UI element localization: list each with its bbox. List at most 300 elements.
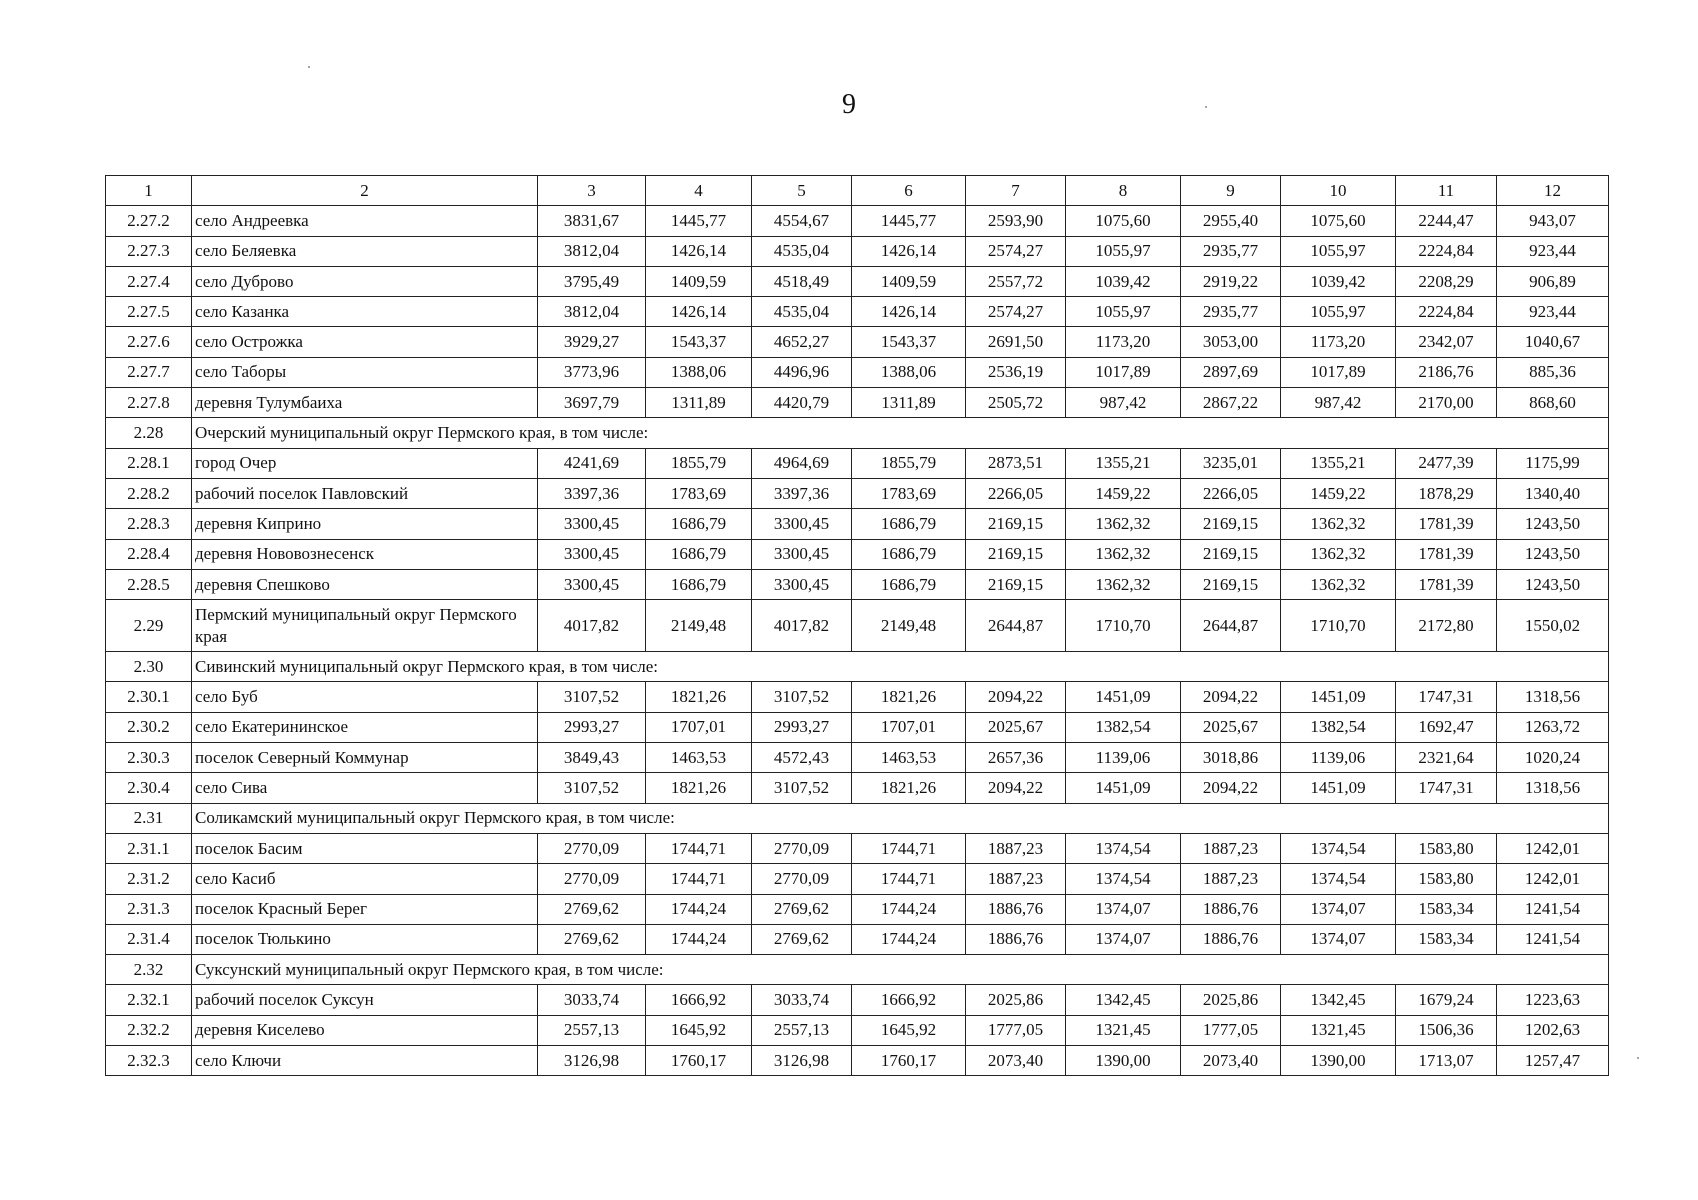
value-cell: 1583,34 bbox=[1396, 924, 1497, 954]
value-cell: 1362,32 bbox=[1066, 539, 1181, 569]
header-cell: 5 bbox=[752, 176, 852, 206]
value-cell: 868,60 bbox=[1497, 388, 1609, 418]
value-cell: 2557,72 bbox=[966, 266, 1066, 296]
value-cell: 3018,86 bbox=[1181, 743, 1281, 773]
value-cell: 4518,49 bbox=[752, 266, 852, 296]
value-cell: 1243,50 bbox=[1497, 539, 1609, 569]
row-number: 2.31.3 bbox=[106, 894, 192, 924]
value-cell: 885,36 bbox=[1497, 357, 1609, 387]
value-cell: 2266,05 bbox=[966, 478, 1066, 508]
value-cell: 1783,69 bbox=[646, 478, 752, 508]
value-cell: 1887,23 bbox=[1181, 833, 1281, 863]
table-row bbox=[106, 297, 1609, 327]
settlement-name: поселок Красный Берег bbox=[192, 894, 538, 924]
value-cell: 3300,45 bbox=[752, 509, 852, 539]
table-row bbox=[106, 509, 1609, 539]
value-cell: 1777,05 bbox=[1181, 1015, 1281, 1045]
value-cell: 3235,01 bbox=[1181, 448, 1281, 478]
value-cell: 2094,22 bbox=[1181, 773, 1281, 803]
table-row bbox=[106, 600, 1609, 652]
header-cell: 1 bbox=[106, 176, 192, 206]
value-cell: 4572,43 bbox=[752, 743, 852, 773]
row-number: 2.27.4 bbox=[106, 266, 192, 296]
value-cell: 1707,01 bbox=[852, 712, 966, 742]
value-cell: 1855,79 bbox=[646, 448, 752, 478]
group-row bbox=[106, 803, 1609, 833]
value-cell: 1686,79 bbox=[852, 539, 966, 569]
header-cell: 6 bbox=[852, 176, 966, 206]
settlement-name: село Дуброво bbox=[192, 266, 538, 296]
value-cell: 2169,15 bbox=[1181, 509, 1281, 539]
table-row bbox=[106, 985, 1609, 1015]
value-cell: 1679,24 bbox=[1396, 985, 1497, 1015]
scan-speck bbox=[1637, 1057, 1639, 1059]
value-cell: 1459,22 bbox=[1066, 478, 1181, 508]
value-cell: 1311,89 bbox=[852, 388, 966, 418]
row-number: 2.27.6 bbox=[106, 327, 192, 357]
value-cell: 1451,09 bbox=[1281, 773, 1396, 803]
value-cell: 3107,52 bbox=[752, 682, 852, 712]
value-cell: 1445,77 bbox=[852, 206, 966, 236]
settlement-name: село Казанка bbox=[192, 297, 538, 327]
value-cell: 1710,70 bbox=[1281, 600, 1396, 652]
value-cell: 1692,47 bbox=[1396, 712, 1497, 742]
value-cell: 3397,36 bbox=[538, 478, 646, 508]
value-cell: 4017,82 bbox=[538, 600, 646, 652]
value-cell: 1223,63 bbox=[1497, 985, 1609, 1015]
value-cell: 1744,24 bbox=[646, 894, 752, 924]
value-cell: 1242,01 bbox=[1497, 864, 1609, 894]
settlement-name: село Ключи bbox=[192, 1046, 538, 1076]
value-cell: 2557,13 bbox=[538, 1015, 646, 1045]
value-cell: 3697,79 bbox=[538, 388, 646, 418]
value-cell: 2025,67 bbox=[1181, 712, 1281, 742]
value-cell: 1506,36 bbox=[1396, 1015, 1497, 1045]
value-cell: 1463,53 bbox=[646, 743, 752, 773]
value-cell: 2769,62 bbox=[538, 924, 646, 954]
value-cell: 3107,52 bbox=[752, 773, 852, 803]
header-cell: 12 bbox=[1497, 176, 1609, 206]
value-cell: 906,89 bbox=[1497, 266, 1609, 296]
value-cell: 2244,47 bbox=[1396, 206, 1497, 236]
group-row bbox=[106, 955, 1609, 985]
table-row bbox=[106, 478, 1609, 508]
value-cell: 3300,45 bbox=[538, 569, 646, 599]
value-cell: 1821,26 bbox=[852, 682, 966, 712]
row-number: 2.31.4 bbox=[106, 924, 192, 954]
row-number: 2.27.8 bbox=[106, 388, 192, 418]
value-cell: 2149,48 bbox=[646, 600, 752, 652]
row-number: 2.28.3 bbox=[106, 509, 192, 539]
value-cell: 3033,74 bbox=[538, 985, 646, 1015]
header-cell: 10 bbox=[1281, 176, 1396, 206]
value-cell: 2477,39 bbox=[1396, 448, 1497, 478]
table-row bbox=[106, 236, 1609, 266]
value-cell: 2186,76 bbox=[1396, 357, 1497, 387]
row-number: 2.30.4 bbox=[106, 773, 192, 803]
value-cell: 1173,20 bbox=[1066, 327, 1181, 357]
value-cell: 1645,92 bbox=[646, 1015, 752, 1045]
value-cell: 3107,52 bbox=[538, 773, 646, 803]
settlement-name: город Очер bbox=[192, 448, 538, 478]
value-cell: 1362,32 bbox=[1281, 539, 1396, 569]
value-cell: 2644,87 bbox=[1181, 600, 1281, 652]
table-row bbox=[106, 357, 1609, 387]
group-row bbox=[106, 652, 1609, 682]
value-cell: 1039,42 bbox=[1066, 266, 1181, 296]
value-cell: 2935,77 bbox=[1181, 236, 1281, 266]
header-cell: 11 bbox=[1396, 176, 1497, 206]
value-cell: 2224,84 bbox=[1396, 236, 1497, 266]
settlement-name: деревня Тулумбаиха bbox=[192, 388, 538, 418]
value-cell: 1744,71 bbox=[852, 833, 966, 863]
value-cell: 2094,22 bbox=[966, 773, 1066, 803]
table-row bbox=[106, 1046, 1609, 1076]
value-cell: 1017,89 bbox=[1066, 357, 1181, 387]
value-cell: 2769,62 bbox=[752, 924, 852, 954]
row-number: 2.31.1 bbox=[106, 833, 192, 863]
value-cell: 1821,26 bbox=[852, 773, 966, 803]
value-cell: 1382,54 bbox=[1281, 712, 1396, 742]
value-cell: 1388,06 bbox=[852, 357, 966, 387]
settlement-name: рабочий поселок Суксун bbox=[192, 985, 538, 1015]
value-cell: 1666,92 bbox=[852, 985, 966, 1015]
row-number: 2.30.3 bbox=[106, 743, 192, 773]
settlement-name: село Буб bbox=[192, 682, 538, 712]
value-cell: 1374,54 bbox=[1066, 833, 1181, 863]
value-cell: 1744,24 bbox=[852, 924, 966, 954]
value-cell: 1362,32 bbox=[1281, 569, 1396, 599]
value-cell: 2593,90 bbox=[966, 206, 1066, 236]
value-cell: 1583,80 bbox=[1396, 864, 1497, 894]
row-number: 2.30.2 bbox=[106, 712, 192, 742]
value-cell: 1887,23 bbox=[1181, 864, 1281, 894]
table-body bbox=[106, 176, 1609, 1076]
value-cell: 1318,56 bbox=[1497, 682, 1609, 712]
value-cell: 2169,15 bbox=[1181, 569, 1281, 599]
value-cell: 1744,24 bbox=[852, 894, 966, 924]
table-row bbox=[106, 1015, 1609, 1045]
value-cell: 1744,71 bbox=[646, 833, 752, 863]
scan-speck bbox=[1205, 106, 1207, 108]
value-cell: 1781,39 bbox=[1396, 539, 1497, 569]
value-cell: 1463,53 bbox=[852, 743, 966, 773]
value-cell: 1173,20 bbox=[1281, 327, 1396, 357]
value-cell: 1382,54 bbox=[1066, 712, 1181, 742]
value-cell: 4554,67 bbox=[752, 206, 852, 236]
value-cell: 2867,22 bbox=[1181, 388, 1281, 418]
value-cell: 1686,79 bbox=[852, 509, 966, 539]
value-cell: 1362,32 bbox=[1281, 509, 1396, 539]
value-cell: 2657,36 bbox=[966, 743, 1066, 773]
value-cell: 1451,09 bbox=[1066, 773, 1181, 803]
value-cell: 2169,15 bbox=[966, 509, 1066, 539]
value-cell: 1242,01 bbox=[1497, 833, 1609, 863]
value-cell: 1374,07 bbox=[1281, 894, 1396, 924]
value-cell: 2770,09 bbox=[538, 864, 646, 894]
value-cell: 3300,45 bbox=[538, 539, 646, 569]
value-cell: 1426,14 bbox=[852, 297, 966, 327]
value-cell: 1878,29 bbox=[1396, 478, 1497, 508]
settlement-name: Пермский муниципальный округ Пермского края bbox=[192, 600, 538, 652]
value-cell: 2169,15 bbox=[966, 539, 1066, 569]
value-cell: 2557,13 bbox=[752, 1015, 852, 1045]
value-cell: 2769,62 bbox=[538, 894, 646, 924]
settlement-name: деревня Спешково bbox=[192, 569, 538, 599]
row-number: 2.28.1 bbox=[106, 448, 192, 478]
value-cell: 2073,40 bbox=[966, 1046, 1066, 1076]
value-cell: 987,42 bbox=[1066, 388, 1181, 418]
value-cell: 1686,79 bbox=[646, 569, 752, 599]
settlement-name: село Касиб bbox=[192, 864, 538, 894]
header-cell: 9 bbox=[1181, 176, 1281, 206]
value-cell: 1451,09 bbox=[1066, 682, 1181, 712]
value-cell: 1355,21 bbox=[1066, 448, 1181, 478]
header-cell: 4 bbox=[646, 176, 752, 206]
value-cell: 1040,67 bbox=[1497, 327, 1609, 357]
value-cell: 2644,87 bbox=[966, 600, 1066, 652]
value-cell: 2955,40 bbox=[1181, 206, 1281, 236]
value-cell: 3300,45 bbox=[538, 509, 646, 539]
value-cell: 1241,54 bbox=[1497, 894, 1609, 924]
row-number: 2.31.2 bbox=[106, 864, 192, 894]
value-cell: 1686,79 bbox=[852, 569, 966, 599]
value-cell: 3107,52 bbox=[538, 682, 646, 712]
row-number: 2.28.4 bbox=[106, 539, 192, 569]
value-cell: 1055,97 bbox=[1281, 236, 1396, 266]
value-cell: 3300,45 bbox=[752, 569, 852, 599]
row-number: 2.28.5 bbox=[106, 569, 192, 599]
value-cell: 1243,50 bbox=[1497, 509, 1609, 539]
value-cell: 1075,60 bbox=[1066, 206, 1181, 236]
value-cell: 1821,26 bbox=[646, 773, 752, 803]
settlement-name: село Таборы bbox=[192, 357, 538, 387]
value-cell: 1139,06 bbox=[1281, 743, 1396, 773]
value-cell: 1055,97 bbox=[1066, 236, 1181, 266]
value-cell: 1321,45 bbox=[1281, 1015, 1396, 1045]
value-cell: 1241,54 bbox=[1497, 924, 1609, 954]
value-cell: 2025,86 bbox=[966, 985, 1066, 1015]
value-cell: 2149,48 bbox=[852, 600, 966, 652]
value-cell: 1445,77 bbox=[646, 206, 752, 236]
value-cell: 1744,71 bbox=[646, 864, 752, 894]
row-number: 2.32.2 bbox=[106, 1015, 192, 1045]
row-number: 2.27.2 bbox=[106, 206, 192, 236]
value-cell: 1760,17 bbox=[646, 1046, 752, 1076]
value-cell: 1886,76 bbox=[1181, 924, 1281, 954]
value-cell: 3849,43 bbox=[538, 743, 646, 773]
row-number: 2.31 bbox=[106, 803, 192, 833]
value-cell: 2266,05 bbox=[1181, 478, 1281, 508]
value-cell: 1311,89 bbox=[646, 388, 752, 418]
value-cell: 2025,86 bbox=[1181, 985, 1281, 1015]
table-row bbox=[106, 864, 1609, 894]
scan-speck bbox=[308, 66, 310, 68]
value-cell: 2208,29 bbox=[1396, 266, 1497, 296]
value-cell: 2770,09 bbox=[538, 833, 646, 863]
value-cell: 1821,26 bbox=[646, 682, 752, 712]
value-cell: 2169,15 bbox=[1181, 539, 1281, 569]
group-title: Сивинский муниципальный округ Пермского края, в том числе: bbox=[192, 652, 1609, 682]
group-row bbox=[106, 418, 1609, 448]
value-cell: 1175,99 bbox=[1497, 448, 1609, 478]
value-cell: 2505,72 bbox=[966, 388, 1066, 418]
value-cell: 1550,02 bbox=[1497, 600, 1609, 652]
table-row bbox=[106, 266, 1609, 296]
row-number: 2.28.2 bbox=[106, 478, 192, 508]
value-cell: 2536,19 bbox=[966, 357, 1066, 387]
value-cell: 1374,07 bbox=[1281, 924, 1396, 954]
value-cell: 1257,47 bbox=[1497, 1046, 1609, 1076]
row-number: 2.30.1 bbox=[106, 682, 192, 712]
settlement-name: село Острожка bbox=[192, 327, 538, 357]
value-cell: 3812,04 bbox=[538, 297, 646, 327]
value-cell: 1744,24 bbox=[646, 924, 752, 954]
value-cell: 1747,31 bbox=[1396, 682, 1497, 712]
value-cell: 2935,77 bbox=[1181, 297, 1281, 327]
value-cell: 1886,76 bbox=[966, 924, 1066, 954]
value-cell: 1055,97 bbox=[1066, 297, 1181, 327]
value-cell: 1451,09 bbox=[1281, 682, 1396, 712]
table-row bbox=[106, 569, 1609, 599]
value-cell: 1713,07 bbox=[1396, 1046, 1497, 1076]
value-cell: 2574,27 bbox=[966, 297, 1066, 327]
value-cell: 3812,04 bbox=[538, 236, 646, 266]
value-cell: 1020,24 bbox=[1497, 743, 1609, 773]
value-cell: 2993,27 bbox=[752, 712, 852, 742]
value-cell: 1777,05 bbox=[966, 1015, 1066, 1045]
table-row bbox=[106, 773, 1609, 803]
value-cell: 4652,27 bbox=[752, 327, 852, 357]
value-cell: 2993,27 bbox=[538, 712, 646, 742]
settlement-name: деревня Нововознесенск bbox=[192, 539, 538, 569]
table-row bbox=[106, 388, 1609, 418]
value-cell: 1409,59 bbox=[852, 266, 966, 296]
value-cell: 2321,64 bbox=[1396, 743, 1497, 773]
value-cell: 1710,70 bbox=[1066, 600, 1181, 652]
value-cell: 1760,17 bbox=[852, 1046, 966, 1076]
table-row bbox=[106, 894, 1609, 924]
value-cell: 1781,39 bbox=[1396, 569, 1497, 599]
value-cell: 1374,54 bbox=[1281, 864, 1396, 894]
value-cell: 3300,45 bbox=[752, 539, 852, 569]
value-cell: 2770,09 bbox=[752, 833, 852, 863]
row-number: 2.32.3 bbox=[106, 1046, 192, 1076]
value-cell: 1321,45 bbox=[1066, 1015, 1181, 1045]
value-cell: 1318,56 bbox=[1497, 773, 1609, 803]
value-cell: 2574,27 bbox=[966, 236, 1066, 266]
value-cell: 1583,34 bbox=[1396, 894, 1497, 924]
value-cell: 1645,92 bbox=[852, 1015, 966, 1045]
value-cell: 1017,89 bbox=[1281, 357, 1396, 387]
row-number: 2.28 bbox=[106, 418, 192, 448]
value-cell: 1055,97 bbox=[1281, 297, 1396, 327]
value-cell: 3126,98 bbox=[538, 1046, 646, 1076]
settlement-name: село Андреевка bbox=[192, 206, 538, 236]
table-row bbox=[106, 833, 1609, 863]
value-cell: 2094,22 bbox=[966, 682, 1066, 712]
value-cell: 987,42 bbox=[1281, 388, 1396, 418]
value-cell: 1855,79 bbox=[852, 448, 966, 478]
value-cell: 1666,92 bbox=[646, 985, 752, 1015]
row-number: 2.32 bbox=[106, 955, 192, 985]
group-title: Соликамский муниципальный округ Пермского края, в том числе: bbox=[192, 803, 1609, 833]
table-row bbox=[106, 924, 1609, 954]
value-cell: 1243,50 bbox=[1497, 569, 1609, 599]
value-cell: 4496,96 bbox=[752, 357, 852, 387]
table-row bbox=[106, 206, 1609, 236]
value-cell: 1202,63 bbox=[1497, 1015, 1609, 1045]
table-row bbox=[106, 743, 1609, 773]
value-cell: 1783,69 bbox=[852, 478, 966, 508]
value-cell: 1426,14 bbox=[852, 236, 966, 266]
value-cell: 2873,51 bbox=[966, 448, 1066, 478]
value-cell: 4535,04 bbox=[752, 236, 852, 266]
value-cell: 4420,79 bbox=[752, 388, 852, 418]
header-cell: 2 bbox=[192, 176, 538, 206]
value-cell: 4241,69 bbox=[538, 448, 646, 478]
value-cell: 1342,45 bbox=[1281, 985, 1396, 1015]
value-cell: 2224,84 bbox=[1396, 297, 1497, 327]
value-cell: 1426,14 bbox=[646, 297, 752, 327]
header-cell: 8 bbox=[1066, 176, 1181, 206]
value-cell: 3773,96 bbox=[538, 357, 646, 387]
value-cell: 1139,06 bbox=[1066, 743, 1181, 773]
settlement-name: село Сива bbox=[192, 773, 538, 803]
value-cell: 1583,80 bbox=[1396, 833, 1497, 863]
value-cell: 1388,06 bbox=[646, 357, 752, 387]
settlement-name: село Екатерининское bbox=[192, 712, 538, 742]
value-cell: 1374,07 bbox=[1066, 924, 1181, 954]
value-cell: 1886,76 bbox=[966, 894, 1066, 924]
row-number: 2.32.1 bbox=[106, 985, 192, 1015]
value-cell: 1887,23 bbox=[966, 864, 1066, 894]
value-cell: 1340,40 bbox=[1497, 478, 1609, 508]
value-cell: 2919,22 bbox=[1181, 266, 1281, 296]
settlement-name: рабочий поселок Павловский bbox=[192, 478, 538, 508]
group-title: Очерский муниципальный округ Пермского края, в том числе: bbox=[192, 418, 1609, 448]
table-row bbox=[106, 682, 1609, 712]
settlement-name: деревня Киселево bbox=[192, 1015, 538, 1045]
value-cell: 1362,32 bbox=[1066, 569, 1181, 599]
value-cell: 1887,23 bbox=[966, 833, 1066, 863]
value-cell: 4964,69 bbox=[752, 448, 852, 478]
value-cell: 1744,71 bbox=[852, 864, 966, 894]
settlement-name: поселок Тюлькино bbox=[192, 924, 538, 954]
value-cell: 3053,00 bbox=[1181, 327, 1281, 357]
value-cell: 923,44 bbox=[1497, 236, 1609, 266]
value-cell: 1263,72 bbox=[1497, 712, 1609, 742]
value-cell: 1390,00 bbox=[1281, 1046, 1396, 1076]
value-cell: 1459,22 bbox=[1281, 478, 1396, 508]
page-number: 9 bbox=[842, 89, 856, 120]
value-cell: 1686,79 bbox=[646, 539, 752, 569]
value-cell: 1374,54 bbox=[1066, 864, 1181, 894]
value-cell: 1781,39 bbox=[1396, 509, 1497, 539]
value-cell: 943,07 bbox=[1497, 206, 1609, 236]
value-cell: 2172,80 bbox=[1396, 600, 1497, 652]
value-cell: 3831,67 bbox=[538, 206, 646, 236]
value-cell: 2170,00 bbox=[1396, 388, 1497, 418]
row-number: 2.29 bbox=[106, 600, 192, 652]
value-cell: 2769,62 bbox=[752, 894, 852, 924]
value-cell: 1747,31 bbox=[1396, 773, 1497, 803]
value-cell: 4535,04 bbox=[752, 297, 852, 327]
value-cell: 3126,98 bbox=[752, 1046, 852, 1076]
value-cell: 1039,42 bbox=[1281, 266, 1396, 296]
tariff-table bbox=[105, 175, 1609, 1076]
row-number: 2.27.3 bbox=[106, 236, 192, 266]
